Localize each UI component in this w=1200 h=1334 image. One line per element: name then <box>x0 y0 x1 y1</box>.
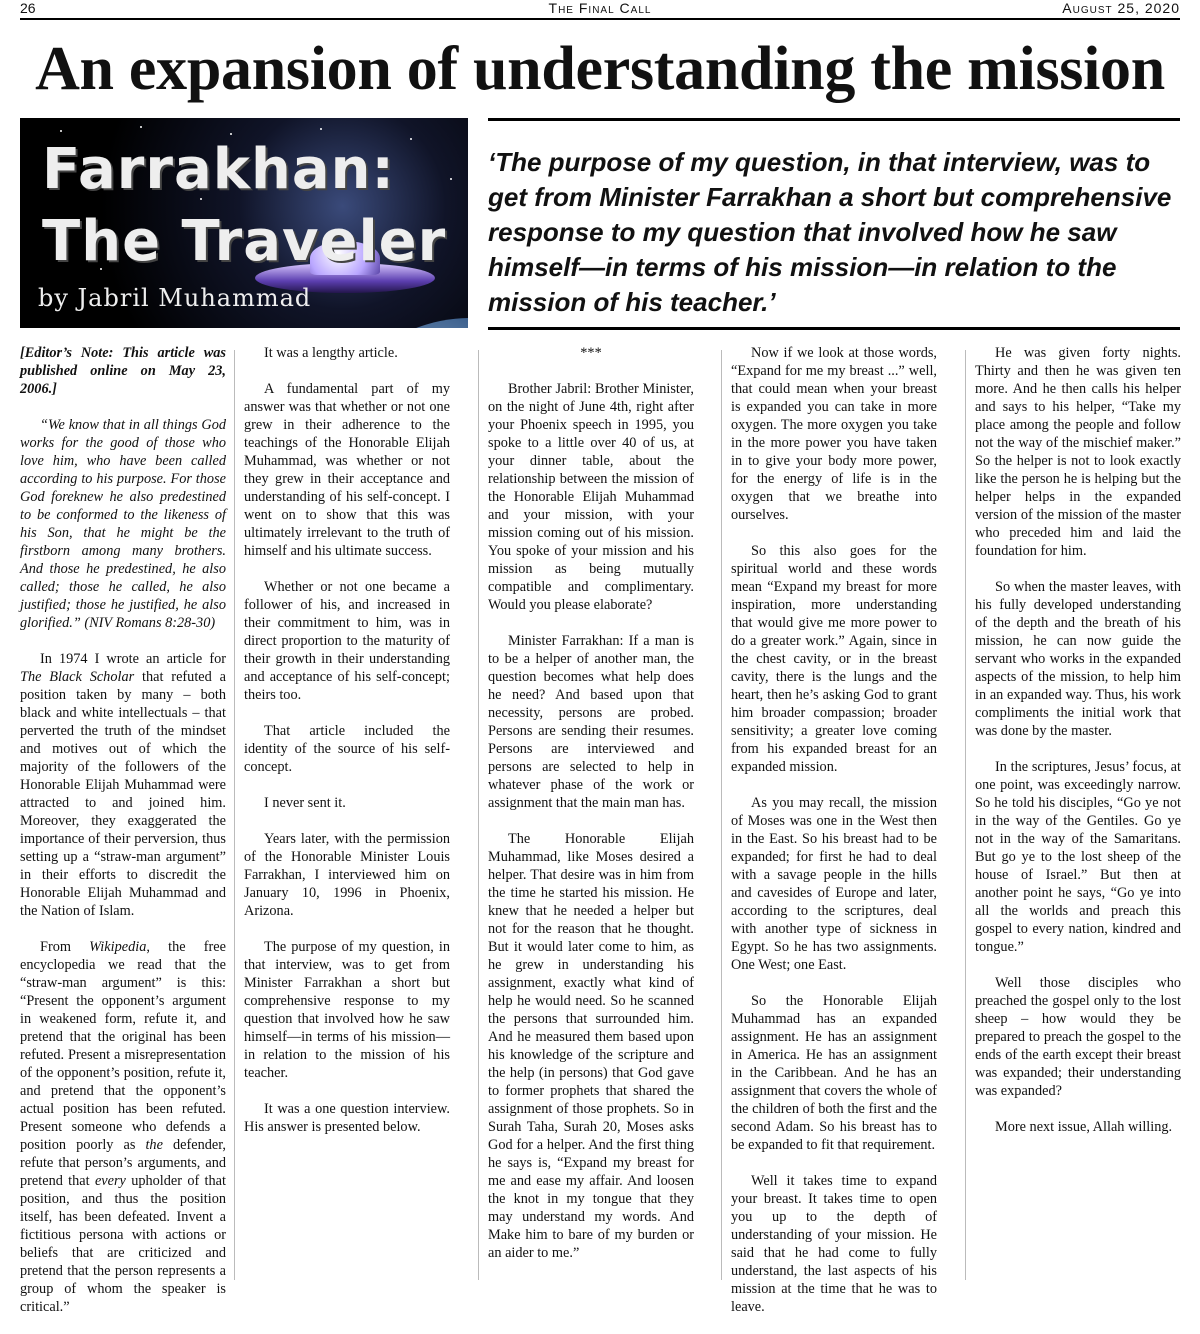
article-column-5-body <box>975 344 1181 1154</box>
paragraph: More next issue, Allah willing. <box>995 1119 1173 1135</box>
column-divider <box>234 350 235 1280</box>
paragraph: Well those disciples who preached the gospel only to the lost sheep – how would they be prepared to preach the gospel to the ends of the earth except their breast was expanded; their understanding was expanded? <box>975 975 1181 1099</box>
column-divider <box>721 350 722 1280</box>
paragraph: So this also goes for the spiritual world and these words mean “Expand my breast for more inspiration, more understanding that would give me more power to do a greater work.” Again, since in the chest cavity, or in the breast cavity, there is the lungs and the heart, then he’s asking God to grant him broader compassion; broader sensitivity; a greater love coming from his expanded breast for an expanded mission. <box>731 543 937 775</box>
paragraph: That article included the identity of the source of his self-concept. <box>244 723 450 775</box>
paragraph: A fundamental part of my answer was that whether or not one grew in their adherence to the teachings of the Honorable Elijah Muhammad, was whether or not they grew in their acceptance and understanding of his self-concept. I went on to show that this was ultimately irrelevant to the truth of himself and his ultimate success. <box>244 381 450 559</box>
paragraph: The purpose of my question, in that interview, was to get from Minister Farrakhan a short but comprehensive response to my question that involved how he saw himself—in terms of his mission—in relation to the mission of his teacher. <box>244 939 450 1081</box>
emphasis: the <box>145 1137 163 1153</box>
paragraph: Well it takes time to expand your breast. It takes time to open you up to the depth of understanding of your mission. He said that he had come to fully understand, the last aspects of his mission at the time that he was to leave. <box>731 1173 937 1315</box>
column-banner <box>20 118 468 328</box>
publication-name: The Final Call <box>548 0 652 16</box>
column-divider <box>478 350 479 1280</box>
paragraph: It was a lengthy article. <box>264 345 398 361</box>
column-divider <box>965 350 966 1280</box>
text-run: From <box>40 939 90 955</box>
paragraph: So when the master leaves, with his fully developed understanding of the depth and the breath of his mission, he can now guide the servant who works in the expanded aspects of the mission, to help him in an expanded way. Thus, his work compliments the initial work that was done by the master. <box>975 579 1181 739</box>
paragraph: Years later, with the permission of the Honorable Minister Louis Farrakhan, I interviewed him on January 10, 1996 in Phoenix, Arizona. <box>244 831 450 919</box>
banner-title-line2: The Traveler <box>42 209 447 274</box>
issue-date: August 25, 2020 <box>1062 0 1180 16</box>
paragraph: Now if we look at those words, “Expand for me my breast ...” well, that could mean when your breast is expanded you can take in more oxygen. The more oxygen you take in the more power you have taken in to give your body more power, for the energy of life is in the oxygen that we breathe into ourselves. <box>731 345 937 523</box>
text-run: , the free encyclopedia we read that the “straw-man argument” is this: “Present the opponent’s argument in weakened form, refute it, and pretend that the original has been refuted. Present a misrepresentation of the opponent’s position, refute it, and pretend that the opponent’s actual position has been refuted. Present someone who defends a position poorly as <box>20 939 226 1153</box>
epigraph: “We know that in all things God works for the good of those who love him, who have been called according to his purpose. For those God foreknew he also predestined to be conformed to the likeness of his Son, that he might be the firstborn among many brothers. And those he predestined, he also called; those he called, he also justified; those he justified, he also glorified.” (NIV Romans 8:28-30) <box>20 417 226 631</box>
text-run: that refuted a position taken by many – both black and white intellectuals – that perverted the truth of the mindset and motives out of which the majority of the followers of the Honorable Elijah Muhammad were attracted to and joined him. Moreover, they exaggerated the importance of their perversion, thus setting up a “straw-man argument” in their efforts to discredit the Honorable Elijah Muhammad and the Nation of Islam. <box>20 669 226 919</box>
section-separator: *** <box>580 345 602 361</box>
source-name: Wikipedia <box>89 939 147 955</box>
text-run: defender, refute that person’s arguments, and pretend that <box>20 1137 226 1189</box>
pull-quote <box>488 118 1180 330</box>
paragraph: Brother Jabril: Brother Minister, on the night of June 4th, right after your Phoenix speech in 1995, you spoke to a little over 40 of us, at your dinner table, about the relationship between the mission of the Honorable Elijah Muhammad and your mission, with your mission coming out of his mission. You spoke of your mission and his mission as being mutually compatible and complimentary. Would you please elaborate? <box>488 381 694 613</box>
text-run: upholder of that position, and thus the position itself, has been defeated. Invent a fictitious persona with actions or beliefs that are criticized and pretend that the person represents a group of whom the speaker is critical.” <box>20 1173 226 1315</box>
headline: An expansion of understanding the mission <box>35 35 1165 103</box>
page-header <box>20 0 1180 20</box>
paragraph: Whether or not one became a follower of his, and increased in their commitment to him, was in direct proportion to the maturity of their growth in their understanding and acceptance of his self-concept; theirs too. <box>244 579 450 703</box>
page-number: 26 <box>20 0 36 16</box>
paragraph: I never sent it. <box>264 795 346 811</box>
article-column-2-body <box>244 344 450 1154</box>
editors-note: [Editor’s Note: This article was published online on May 23, 2006.] <box>20 345 226 397</box>
pull-quote-text: ‘The purpose of my question, in that interview, was to get from Minister Farrakhan a short but comprehensive response to my question that involved how he saw himself—in terms of his mission—in relation to the mission of his teacher.’ <box>488 147 1172 317</box>
banner-byline: by Jabril Muhammad <box>38 284 312 312</box>
paragraph: As you may recall, the mission of Moses was one in the West then in the East. So his breast had to be expanded; for first he had to deal with a savage people in the hills and cavesides of Europe and later, according to the scriptures, deal with another type of sickness in Egypt. So he has two assignments. One West; one East. <box>731 795 937 973</box>
paragraph: The Honorable Elijah Muhammad, like Moses desired a helper. That desire was in him from the time he started his mission. He knew that he needed a helper but not for the reason that he thought. But it would later come to him, as he grew in understanding his assignment, exactly what kind of help he would need. So he scanned the persons that surrounded him. And he measured them based upon his knowledge of the scripture and the help (in persons) that God gave to former prophets that shared the assignment of those prophets. So in Surah Taha, Surah 20, Moses asks God for a helper. And the first thing he says is, “Expand my breast for me and ease my affair. And loosen the knot in my tongue that they may understand my words. And Make him to bare of my burden or an aider to me.” <box>488 831 694 1261</box>
paragraph: Minister Farrakhan: If a man is to be a helper of another man, the question becomes what help does he need? And based upon that necessity, persons are probed. Persons are sending their resumes. Persons are interviewed and persons are selected to help in whatever phase of the work or assignment that the main man has. <box>488 633 694 811</box>
text-run: In 1974 I wrote an article for <box>40 651 226 667</box>
publication-title: The Black Scholar <box>20 669 135 685</box>
paragraph: In the scriptures, Jesus’ focus, at one point, was exceedingly narrow. So he told his disciples, “Go ye not in the way of the Gentiles. Go ye not in the way of the Samaritans. But go ye to the lost sheep of the house of Israel.” But then at another point he says, “Go ye into all the worlds and preach this gospel to every nation, kindred and tongue.” <box>975 759 1181 955</box>
banner-title-line1: Farrakhan: <box>42 137 395 202</box>
paragraph: He was given forty nights. Thirty and then he was given ten more. And he then calls his helper and says to his helper, “Take my place among the people and follow not the way of the mischief maker.” So the helper is not to look exactly like the person he is helping but the helper helps in the expanded version of the mission of the master who preceded him and laid the foundation for him. <box>975 345 1181 559</box>
article-column-1 <box>20 344 226 1334</box>
paragraph: It was a one question interview. His answer is presented below. <box>244 1101 450 1135</box>
paragraph: So the Honorable Elijah Muhammad has an expanded assignment. He has an assignment in America. He has an assignment in the Caribbean. And he has an assignment that covers the whole of the children of both the first and the second Adam. So his breast has to be expanded to fit that requirement. <box>731 993 937 1153</box>
paragraph <box>20 938 226 1316</box>
emphasis: every <box>94 1173 126 1189</box>
article-column-4 <box>731 344 937 1334</box>
paragraph <box>20 650 226 920</box>
earth-icon <box>320 318 468 328</box>
article-column-3 <box>488 344 694 1280</box>
